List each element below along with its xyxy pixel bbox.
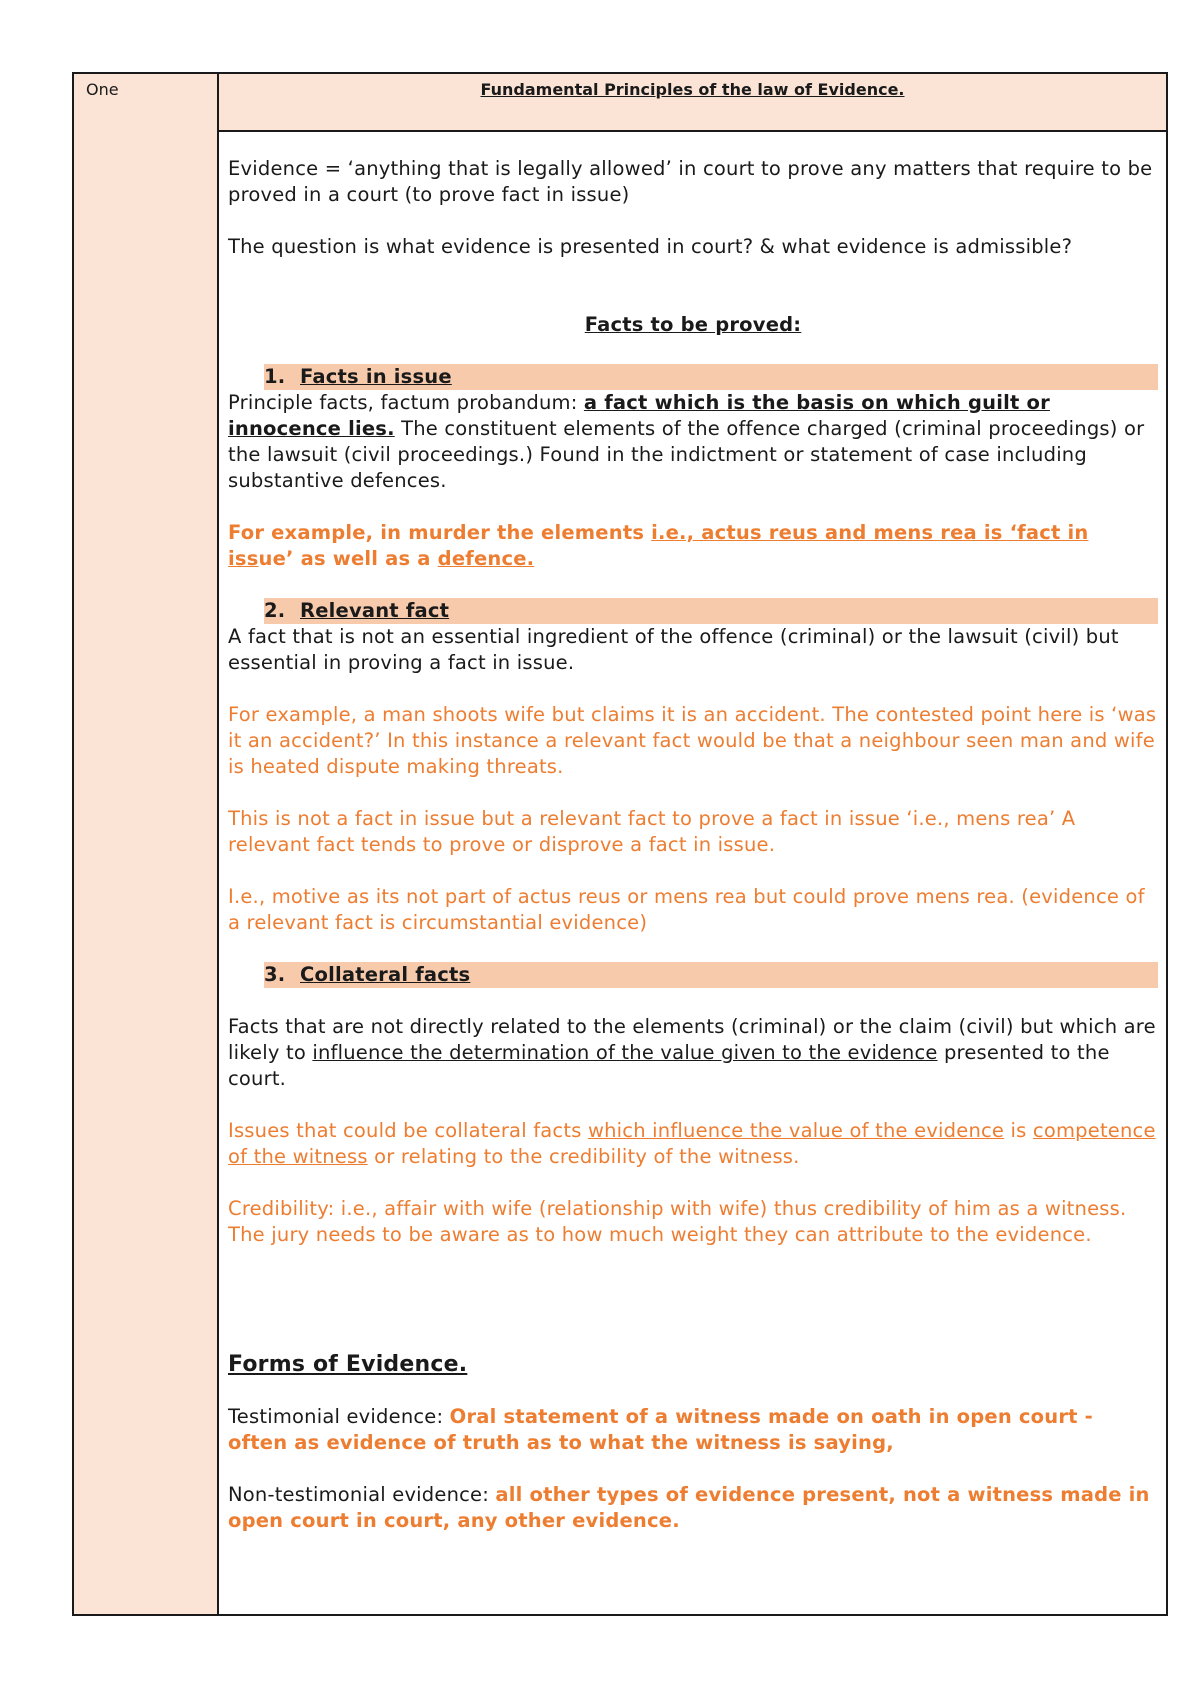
testimonial-text: Oral statement of a witness made on oath in open court - often as evidence of truth as to what the witness is saying, — [228, 1405, 1093, 1454]
facts-in-issue-example — [228, 520, 1158, 572]
section-title: Collateral facts — [300, 963, 471, 986]
section-number: 2. — [264, 599, 286, 622]
nontestimonial-text: all other types of evidence present, not a witness made in open court in court, any other evidence. — [228, 1483, 1150, 1532]
underlined-segment: defence. — [437, 547, 535, 570]
session-label: One — [86, 80, 119, 99]
table-body-row — [74, 130, 1166, 1614]
notes-table — [72, 72, 1168, 1616]
table-header-row — [74, 74, 1166, 132]
text-segment: ue’ as well as a — [258, 547, 438, 570]
testimonial-label: Testimonial evidence: — [228, 1405, 450, 1428]
underlined-segment: which influence the value of the evidence — [587, 1119, 1005, 1142]
text-segment: Issues that could be collateral facts — [228, 1119, 588, 1142]
notes-content — [228, 156, 1158, 1534]
session-cell — [74, 74, 219, 130]
forms-heading: Forms of Evidence. — [228, 1352, 468, 1377]
facts-heading: Facts to be proved: — [584, 313, 802, 336]
relevant-fact-text: A fact that is not an essential ingredient of the offence (criminal) or the lawsuit (civil) but essential in proving a fact in issue. — [228, 625, 1119, 674]
collateral-facts-example-2: Credibility: i.e., affair with wife (relationship with wife) thus credibility of him as a witness. The jury needs to be aware as to how much weight they can attribute to the evidence. — [228, 1197, 1127, 1246]
evidence-definition: Evidence = ‘anything that is legally allowed’ in court to prove any matters that require to be proved in a court (to prove fact in issue) — [228, 157, 1153, 206]
section-heading-facts-in-issue — [264, 364, 1158, 390]
text-segment: For example, in murder the elements — [228, 521, 652, 544]
bold-definition: a fact which is the basis on which guilt or innocence lies. — [228, 391, 1050, 440]
question-paragraph: The question is what evidence is presented in court? & what evidence is admissible? — [228, 235, 1073, 258]
text-segment: Facts that are not directly related to the elements (criminal) or the claim (civil) but which are likely to — [228, 1015, 1156, 1064]
relevant-fact-example-1: For example, a man shoots wife but claims it is an accident. The contested point here is ‘was it an accident?’ In this instance a relevant fact would be that a neighbour seen man and wife is heated dispute making threats. — [228, 703, 1157, 778]
text-segment: The constituent elements of the offence charged (criminal proceedings) or the lawsuit (civil proceedings.) Found in the indictment or statement of case including substantive defences. — [228, 417, 1145, 492]
section-heading-collateral-facts — [264, 962, 1158, 988]
underlined-segment: competence of the witness — [228, 1119, 1156, 1168]
text-segment: is — [1004, 1119, 1033, 1142]
nontestimonial-paragraph — [228, 1482, 1158, 1534]
left-column — [74, 130, 219, 1614]
section-title: Facts in issue — [300, 365, 452, 388]
facts-in-issue-text — [228, 390, 1158, 494]
section-title: Relevant fact — [300, 599, 450, 622]
text-segment: Principle facts, factum probandum: — [228, 391, 584, 414]
underlined-segment: influence the determination of the value given to the evidence — [312, 1041, 938, 1064]
text-segment: presented to the court. — [228, 1041, 1110, 1090]
relevant-fact-example-3: I.e., motive as its not part of actus reus or mens rea but could prove mens rea. (evidence of a relevant fact is circumstantial evidence) — [228, 885, 1145, 934]
nontestimonial-label: Non-testimonial evidence: — [228, 1483, 496, 1506]
underlined-segment: i.e., actus reus and mens rea is ‘fact in iss — [228, 521, 1089, 570]
document-title: Fundamental Principles of the law of Evidence. — [480, 80, 905, 99]
collateral-facts-example-1 — [228, 1118, 1158, 1170]
section-heading-relevant-fact — [264, 598, 1158, 624]
section-number: 1. — [264, 365, 286, 388]
text-segment: or relating to the credibility of the witness. — [367, 1145, 800, 1168]
relevant-fact-example-2: This is not a fact in issue but a relevant fact to prove a fact in issue ‘i.e., mens rea’ A relevant fact tends to prove or disprove a fact in issue. — [228, 807, 1076, 856]
collateral-facts-text — [228, 1014, 1158, 1092]
section-number: 3. — [264, 963, 286, 986]
testimonial-paragraph — [228, 1404, 1158, 1456]
